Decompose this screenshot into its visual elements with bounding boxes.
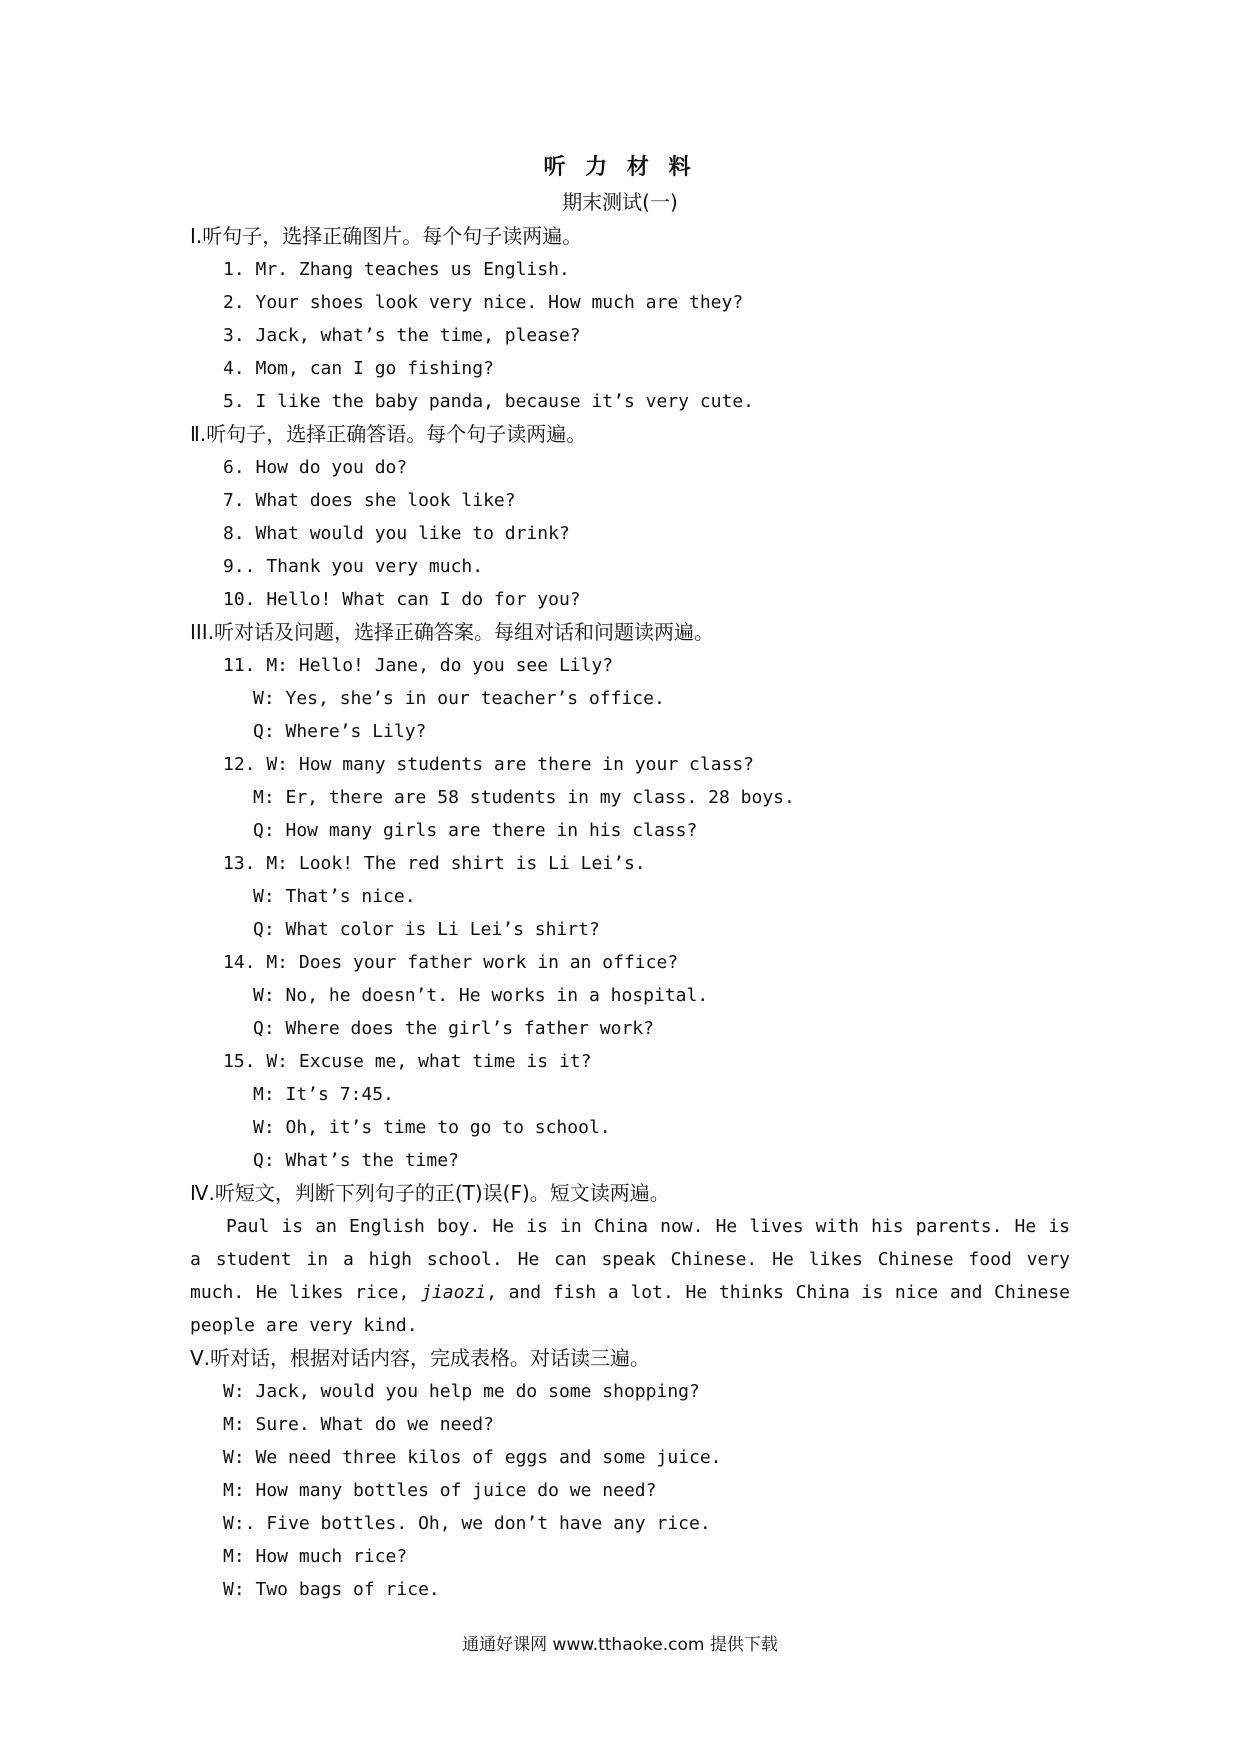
passage-italic-word: jiaozi bbox=[421, 1282, 487, 1303]
page-title: 听 力 材 料 bbox=[543, 155, 697, 180]
dialog-line: W: Two bags of rice. bbox=[223, 1579, 440, 1600]
dialog-line: W: That’s nice. bbox=[253, 886, 416, 907]
passage-text-end: , and fish a lot. He thinks China is nice and Chinese people are very kind. bbox=[190, 1282, 1071, 1336]
passage-text-start: Paul is an English boy. He is in China now. He lives with his parents. He is a student in a high school. He can speak Chinese. He likes Chinese food very much. He likes rice, bbox=[190, 1216, 1070, 1303]
dialog-line: M: Er, there are 58 students in my class. 28 boys. bbox=[253, 787, 795, 808]
dialog-line: M: How much rice? bbox=[223, 1546, 408, 1567]
dialog-line: M: Sure. What do we need? bbox=[223, 1414, 494, 1435]
dialog-line: W: No, he doesn’t. He works in a hospital. bbox=[253, 985, 709, 1006]
sentence-item: 2. Your shoes look very nice. How much are they? bbox=[223, 292, 744, 313]
dialog-line: Q: Where’s Lily? bbox=[253, 721, 427, 742]
sentence-item: 8. What would you like to drink? bbox=[223, 523, 570, 544]
sentence-item: 3. Jack, what’s the time, please? bbox=[223, 325, 581, 346]
listening-material bbox=[190, 220, 1070, 1606]
dialog-line: 14. M: Does your father work in an office? bbox=[223, 952, 679, 973]
section-heading: Ⅴ.听对话，根据对话内容，完成表格。对话读三遍。 bbox=[190, 1346, 651, 1370]
dialog-line: W: We need three kilos of eggs and some juice. bbox=[223, 1447, 722, 1468]
section-heading: Ⅱ.听句子，选择正确答语。每个句子读两遍。 bbox=[190, 422, 587, 446]
passage-paragraph bbox=[190, 1210, 1070, 1342]
sentence-item: 5. I like the baby panda, because it’s very cute. bbox=[223, 391, 755, 412]
dialog-line: W: Oh, it’s time to go to school. bbox=[253, 1117, 611, 1138]
dialog-line: W: Yes, she’s in our teacher’s office. bbox=[253, 688, 665, 709]
dialog-line: Q: What’s the time? bbox=[253, 1150, 459, 1171]
sentence-item: 4. Mom, can I go fishing? bbox=[223, 358, 494, 379]
sentence-item: 10. Hello! What can I do for you? bbox=[223, 589, 581, 610]
dialog-line: W:. Five bottles. Oh, we don’t have any rice. bbox=[223, 1513, 711, 1534]
dialog-line: Q: What color is Li Lei’s shirt? bbox=[253, 919, 600, 940]
section-heading: III.听对话及问题，选择正确答案。每组对话和问题读两遍。 bbox=[190, 620, 715, 644]
page-subtitle: 期末测试(一) bbox=[562, 190, 678, 214]
sentence-item: 6. How do you do? bbox=[223, 457, 408, 478]
dialog-line: W: Jack, would you help me do some shopping? bbox=[223, 1381, 700, 1402]
dialog-line: Q: How many girls are there in his class? bbox=[253, 820, 698, 841]
dialog-line: 15. W: Excuse me, what time is it? bbox=[223, 1051, 592, 1072]
dialog-line: M: It’s 7:45. bbox=[253, 1084, 394, 1105]
section-heading: Ⅳ.听短文，判断下列句子的正(T)误(F)。短文读两遍。 bbox=[190, 1181, 670, 1205]
dialog-line: 12. W: How many students are there in your class? bbox=[223, 754, 755, 775]
footer-watermark: 通通好课网 www.tthaoke.com 提供下载 bbox=[462, 1635, 778, 1655]
dialog-line: 11. M: Hello! Jane, do you see Lily? bbox=[223, 655, 614, 676]
sentence-item: 7. What does she look like? bbox=[223, 490, 516, 511]
dialog-line: Q: Where does the girl’s father work? bbox=[253, 1018, 654, 1039]
sentence-item: 9.. Thank you very much. bbox=[223, 556, 484, 577]
dialog-line: M: How many bottles of juice do we need? bbox=[223, 1480, 657, 1501]
sentence-item: 1. Mr. Zhang teaches us English. bbox=[223, 259, 570, 280]
dialog-line: 13. M: Look! The red shirt is Li Lei’s. bbox=[223, 853, 646, 874]
section-heading: Ⅰ.听句子，选择正确图片。每个句子读两遍。 bbox=[190, 224, 583, 248]
